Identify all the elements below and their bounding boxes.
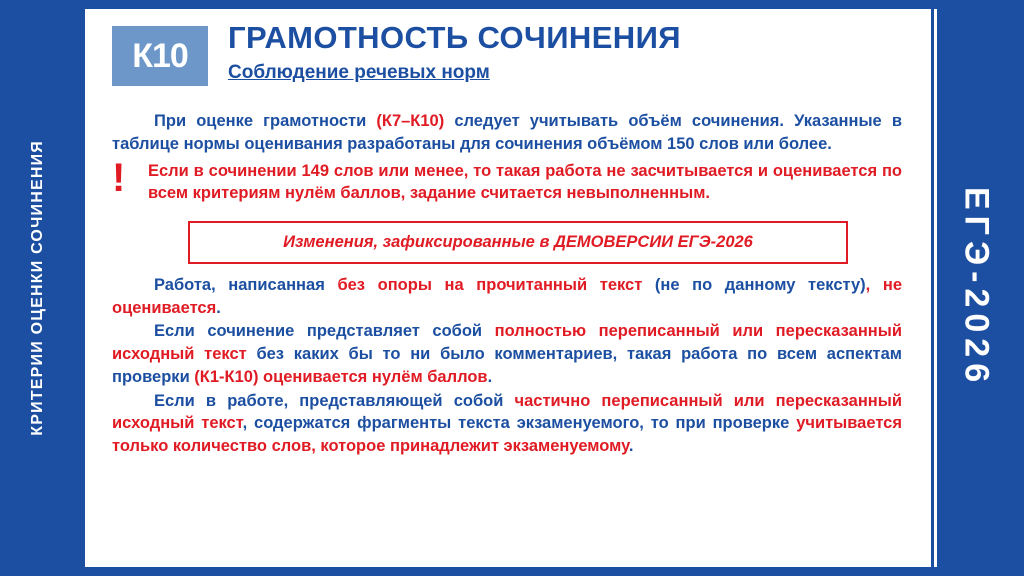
p4-highlight2: учитывается только количество слов, которое принадлежит экзаменуемому xyxy=(112,414,902,456)
right-band-divider xyxy=(931,9,934,567)
frame-right-border xyxy=(1015,0,1024,576)
frame-left-border xyxy=(0,0,9,576)
p4-part3: , содержатся фрагменты текста экзаменуемого, то при проверке xyxy=(242,414,797,433)
p3-part5: . xyxy=(487,367,493,386)
p1-part1: При оценке грамотности xyxy=(154,112,377,130)
criterion-badge xyxy=(112,26,208,86)
p3-part3: без каких бы то ни было комментариев, такая работа по всем аспектам проверки xyxy=(112,345,902,386)
p2-part1: Работа, написанная xyxy=(154,275,338,294)
warning-block xyxy=(112,155,902,206)
p4-highlight1: частично переписанный или пересказанный исходный текст xyxy=(112,391,903,433)
frame-top-border xyxy=(0,0,1024,9)
p4-part1: Если в работе, представляющей собой xyxy=(154,391,515,410)
right-band-label: ЕГЭ-2026 xyxy=(957,187,996,389)
exclamation-icon: ! xyxy=(112,155,126,200)
p3-part1: Если сочинение представляет собой xyxy=(154,322,495,341)
warning-text: Если в сочинении 149 слов или менее, то такая работа не засчитывается и оценивается по всем критериям нулём баллов, задание считается невыполненным. xyxy=(148,161,902,203)
slide-content xyxy=(96,14,916,562)
slide-header xyxy=(96,14,916,100)
p1-part3: следует учитывать объём сочинения. Указанные в таблице нормы оценивания разработаны для сочинения объёмом 150 слов или более. xyxy=(112,112,903,153)
paragraph-full-retelling xyxy=(112,320,902,388)
paragraph-no-source-text xyxy=(112,274,902,320)
right-band-text-wrapper xyxy=(937,9,1015,567)
p2-part3: (не по данному тексту) xyxy=(642,275,866,294)
page-subtitle: Соблюдение речевых норм xyxy=(228,62,490,83)
p3-highlight1: полностью переписанный или пересказанный исходный текст xyxy=(112,322,902,364)
p2-part5: . xyxy=(216,298,221,317)
body-text xyxy=(112,110,902,459)
p3-highlight2: (К1-К10) оценивается нулём баллов xyxy=(194,367,488,386)
left-band-label: КРИТЕРИИ ОЦЕНКИ СОЧИНЕНИЯ xyxy=(29,140,46,436)
left-band-text-wrapper xyxy=(9,9,67,567)
p1-criteria-range: (К7–К10) xyxy=(376,112,445,130)
criterion-badge-label: К10 xyxy=(132,36,188,75)
demo-version-note-box xyxy=(188,221,848,264)
frame-bottom-border xyxy=(0,567,1024,576)
page-title: ГРАМОТНОСТЬ СОЧИНЕНИЯ xyxy=(228,20,681,55)
left-band-divider xyxy=(78,9,81,567)
demo-version-note-text: Изменения, зафиксированные в ДЕМОВЕРСИИ ЕГЭ-2026 xyxy=(283,233,753,252)
paragraph-volume-rule xyxy=(112,110,902,156)
p2-highlight1: без опоры на прочитанный текст xyxy=(337,275,643,294)
p2-highlight2: , не оценивается xyxy=(112,275,903,317)
p4-part5: . xyxy=(628,437,634,456)
paragraph-partial-retelling xyxy=(112,390,902,458)
